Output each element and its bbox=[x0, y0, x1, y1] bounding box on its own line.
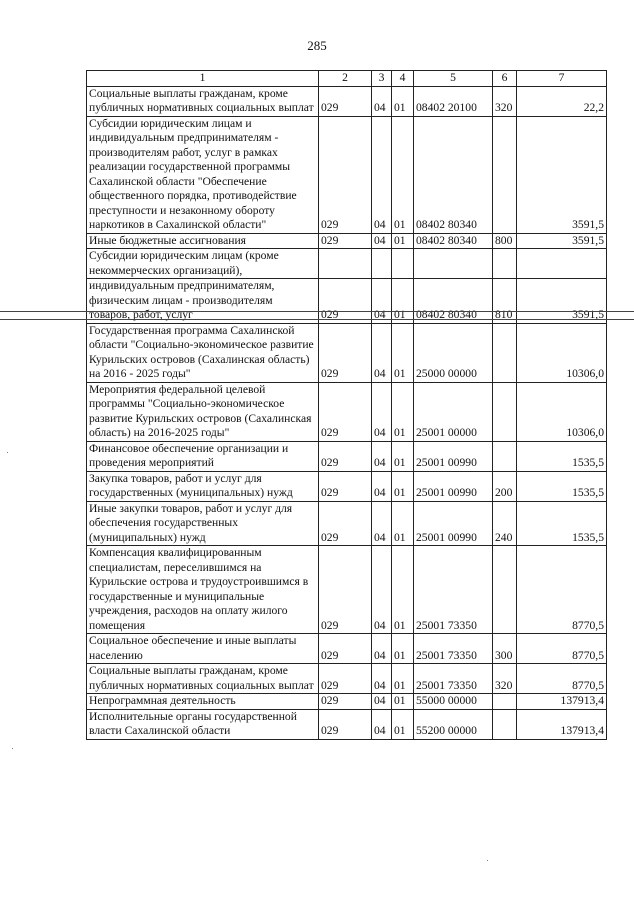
row-amount bbox=[517, 249, 607, 279]
row-amount: 8770,5 bbox=[517, 546, 607, 634]
row-code-4: 01 bbox=[392, 471, 414, 501]
row-code-6 bbox=[493, 694, 517, 710]
row-code-3: 04 bbox=[372, 233, 392, 249]
row-code-2: 029 bbox=[319, 279, 372, 324]
row-code-2: 029 bbox=[319, 664, 372, 694]
row-code-4: 01 bbox=[392, 546, 414, 634]
column-header: 5 bbox=[414, 71, 493, 87]
row-code-3: 04 bbox=[372, 634, 392, 664]
row-description: Финансовое обеспечение организации и проведения мероприятий bbox=[87, 441, 319, 471]
row-code-2: 029 bbox=[319, 441, 372, 471]
row-code-5: 25000 00000 bbox=[414, 323, 493, 382]
row-code-5: 25001 73350 bbox=[414, 634, 493, 664]
row-code-6 bbox=[493, 116, 517, 233]
row-amount: 137913,4 bbox=[517, 694, 607, 710]
row-code-3: 04 bbox=[372, 116, 392, 233]
row-code-2: 029 bbox=[319, 233, 372, 249]
row-amount: 22,2 bbox=[517, 86, 607, 116]
column-header: 6 bbox=[493, 71, 517, 87]
column-header: 2 bbox=[319, 71, 372, 87]
row-code-4 bbox=[392, 249, 414, 279]
row-code-2: 029 bbox=[319, 694, 372, 710]
row-code-5: 08402 80340 bbox=[414, 233, 493, 249]
row-code-3: 04 bbox=[372, 323, 392, 382]
budget-table bbox=[86, 70, 607, 740]
column-header: 1 bbox=[87, 71, 319, 87]
row-code-2 bbox=[319, 249, 372, 279]
row-code-4: 01 bbox=[392, 634, 414, 664]
row-code-3: 04 bbox=[372, 441, 392, 471]
table-row bbox=[87, 634, 607, 664]
row-description: Государственная программа Сахалинской области "Социально-экономическое развитие Курильских островов (Сахалинская область) на 2016 - 2025 годы" bbox=[87, 323, 319, 382]
row-description: Субсидии юридическим лицам и индивидуальным предпринимателям - производителям работ, услуг в рамках реализации государственной программы Сахалинской области "Обеспечение общественного порядка, противодействие преступности и незаконному обороту наркотиков в Сахалинской области" bbox=[87, 116, 319, 233]
row-code-5: 25001 00990 bbox=[414, 471, 493, 501]
row-code-4: 01 bbox=[392, 233, 414, 249]
row-code-5: 25001 00990 bbox=[414, 501, 493, 546]
row-code-2: 029 bbox=[319, 634, 372, 664]
page-number: 285 bbox=[307, 38, 327, 53]
row-description: Исполнительные органы государственной власти Сахалинской области bbox=[87, 709, 319, 739]
row-code-3 bbox=[372, 249, 392, 279]
row-code-3: 04 bbox=[372, 471, 392, 501]
table-row bbox=[87, 382, 607, 441]
row-code-3: 04 bbox=[372, 382, 392, 441]
row-code-6: 300 bbox=[493, 634, 517, 664]
row-code-5: 55200 00000 bbox=[414, 709, 493, 739]
row-code-4: 01 bbox=[392, 664, 414, 694]
row-amount: 1535,5 bbox=[517, 471, 607, 501]
row-code-2: 029 bbox=[319, 546, 372, 634]
row-code-4: 01 bbox=[392, 382, 414, 441]
table-row bbox=[87, 323, 607, 382]
row-code-3: 04 bbox=[372, 501, 392, 546]
row-code-3: 04 bbox=[372, 709, 392, 739]
row-code-3: 04 bbox=[372, 279, 392, 324]
scan-line bbox=[0, 319, 634, 320]
table-row bbox=[87, 694, 607, 710]
row-code-6: 810 bbox=[493, 279, 517, 324]
table-row bbox=[87, 279, 607, 324]
row-amount: 3591,5 bbox=[517, 279, 607, 324]
row-code-4: 01 bbox=[392, 323, 414, 382]
row-amount: 8770,5 bbox=[517, 634, 607, 664]
row-description: Мероприятия федеральной целевой программы "Социально-экономическое развитие Курильских островов (Сахалинская область) на 2016-2025 годы" bbox=[87, 382, 319, 441]
row-amount: 3591,5 bbox=[517, 116, 607, 233]
table-row bbox=[87, 86, 607, 116]
row-code-5: 25001 73350 bbox=[414, 664, 493, 694]
row-code-2: 029 bbox=[319, 501, 372, 546]
table-row bbox=[87, 249, 607, 279]
row-code-4: 01 bbox=[392, 501, 414, 546]
row-description: Социальное обеспечение и иные выплаты населению bbox=[87, 634, 319, 664]
row-code-4: 01 bbox=[392, 694, 414, 710]
row-code-2: 029 bbox=[319, 471, 372, 501]
scan-line bbox=[0, 311, 634, 312]
row-amount: 10306,0 bbox=[517, 323, 607, 382]
row-amount: 8770,5 bbox=[517, 664, 607, 694]
row-code-5: 08402 20100 bbox=[414, 86, 493, 116]
row-code-3: 04 bbox=[372, 546, 392, 634]
scan-dot bbox=[7, 452, 8, 453]
row-code-5: 08402 80340 bbox=[414, 116, 493, 233]
table-row bbox=[87, 501, 607, 546]
table-row bbox=[87, 664, 607, 694]
scan-dot bbox=[487, 860, 488, 861]
row-description: Закупка товаров, работ и услуг для государственных (муниципальных) нужд bbox=[87, 471, 319, 501]
row-amount: 3591,5 bbox=[517, 233, 607, 249]
table-header-row bbox=[87, 71, 607, 87]
table-row bbox=[87, 471, 607, 501]
row-code-6 bbox=[493, 709, 517, 739]
row-code-5: 08402 80340 bbox=[414, 279, 493, 324]
row-description: Субсидии юридическим лицам (кроме некоммерческих организаций), bbox=[87, 249, 319, 279]
row-code-4: 01 bbox=[392, 116, 414, 233]
row-code-2: 029 bbox=[319, 382, 372, 441]
table-row bbox=[87, 709, 607, 739]
column-header: 3 bbox=[372, 71, 392, 87]
row-amount: 137913,4 bbox=[517, 709, 607, 739]
row-description: индивидуальным предпринимателям, физическим лицам - производителям товаров, работ, услуг bbox=[87, 279, 319, 324]
row-description: Социальные выплаты гражданам, кроме публичных нормативных социальных выплат bbox=[87, 86, 319, 116]
row-code-6: 320 bbox=[493, 664, 517, 694]
row-code-5: 55000 00000 bbox=[414, 694, 493, 710]
row-description: Иные закупки товаров, работ и услуг для обеспечения государственных (муниципальных) нужд bbox=[87, 501, 319, 546]
row-code-4: 01 bbox=[392, 709, 414, 739]
row-description: Социальные выплаты гражданам, кроме публичных нормативных социальных выплат bbox=[87, 664, 319, 694]
row-code-4: 01 bbox=[392, 279, 414, 324]
row-code-6 bbox=[493, 546, 517, 634]
row-code-5: 25001 73350 bbox=[414, 546, 493, 634]
row-code-3: 04 bbox=[372, 694, 392, 710]
row-code-6 bbox=[493, 441, 517, 471]
column-header: 4 bbox=[392, 71, 414, 87]
row-code-2: 029 bbox=[319, 86, 372, 116]
row-code-6: 240 bbox=[493, 501, 517, 546]
row-code-6: 800 bbox=[493, 233, 517, 249]
row-code-6: 200 bbox=[493, 471, 517, 501]
row-code-5 bbox=[414, 249, 493, 279]
row-code-6 bbox=[493, 323, 517, 382]
row-code-2: 029 bbox=[319, 323, 372, 382]
table-row bbox=[87, 546, 607, 634]
row-code-3: 04 bbox=[372, 86, 392, 116]
row-code-2: 029 bbox=[319, 116, 372, 233]
row-code-4: 01 bbox=[392, 86, 414, 116]
row-code-6 bbox=[493, 382, 517, 441]
row-code-5: 25001 00000 bbox=[414, 382, 493, 441]
table-row bbox=[87, 441, 607, 471]
row-amount: 10306,0 bbox=[517, 382, 607, 441]
row-code-2: 029 bbox=[319, 709, 372, 739]
row-code-5: 25001 00990 bbox=[414, 441, 493, 471]
table-row bbox=[87, 233, 607, 249]
column-header: 7 bbox=[517, 71, 607, 87]
row-description: Компенсация квалифицированным специалистам, переселившимся на Курильские острова и трудоустроившимся в государственные и муниципальные учреждения, расходов на оплату жилого помещения bbox=[87, 546, 319, 634]
row-code-6 bbox=[493, 249, 517, 279]
row-code-3: 04 bbox=[372, 664, 392, 694]
row-code-6: 320 bbox=[493, 86, 517, 116]
row-amount: 1535,5 bbox=[517, 501, 607, 546]
row-description: Непрограммная деятельность bbox=[87, 694, 319, 710]
table-row bbox=[87, 116, 607, 233]
row-description: Иные бюджетные ассигнования bbox=[87, 233, 319, 249]
scan-dot bbox=[12, 748, 13, 749]
row-code-4: 01 bbox=[392, 441, 414, 471]
row-amount: 1535,5 bbox=[517, 441, 607, 471]
